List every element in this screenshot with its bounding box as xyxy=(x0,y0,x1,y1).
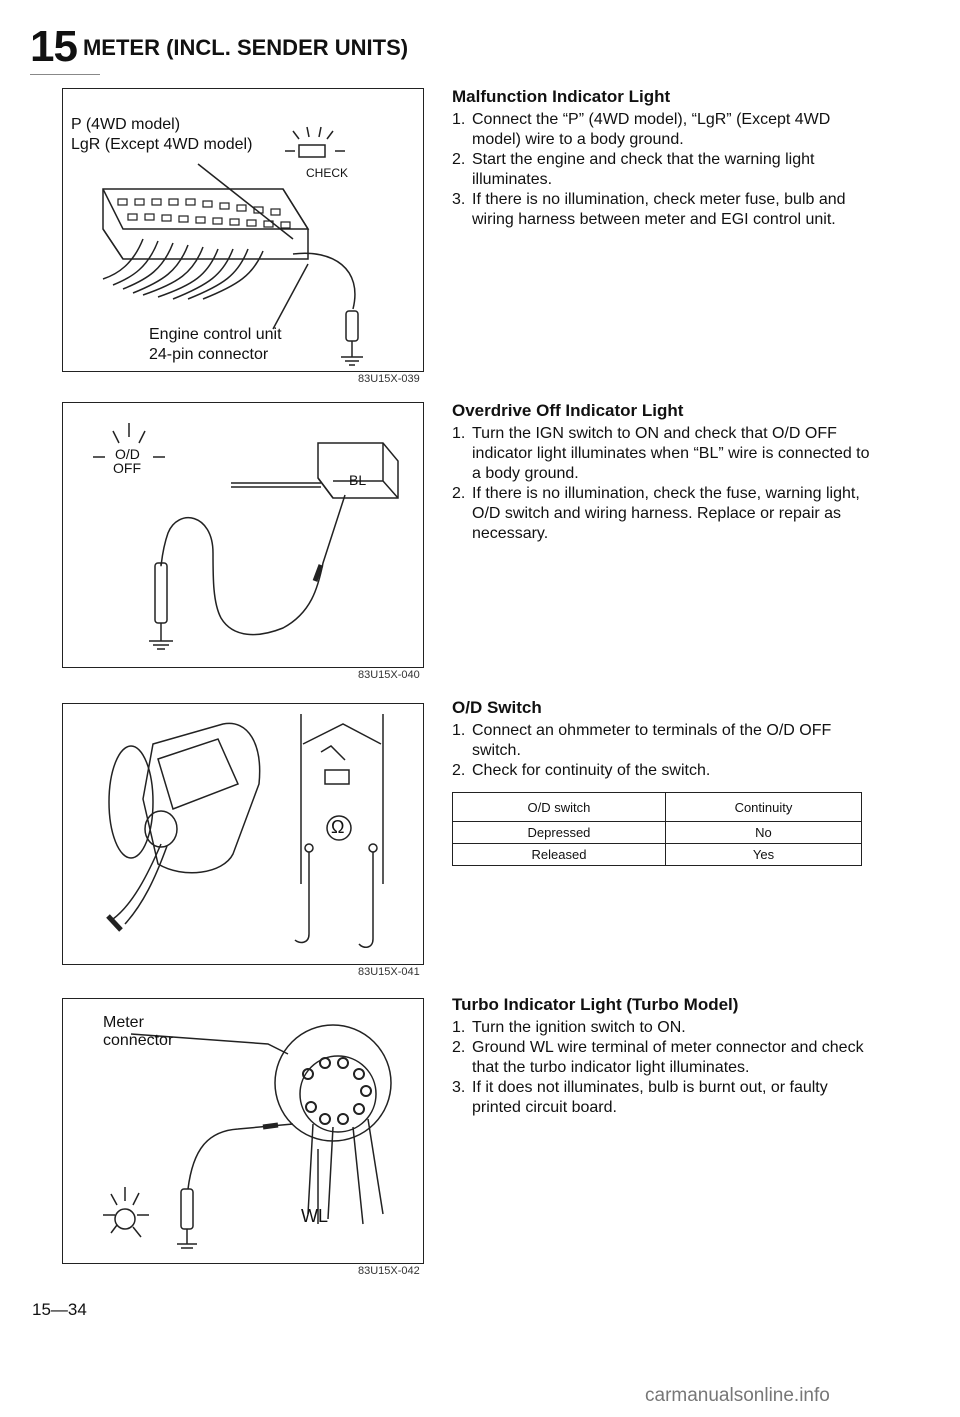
header-rule xyxy=(30,74,100,75)
continuity-table xyxy=(452,792,862,866)
section-title: Overdrive Off Indicator Light xyxy=(452,401,684,420)
figure-turbo-indicator xyxy=(62,998,424,1264)
label-od: O/D xyxy=(115,446,140,462)
figure-code: 83U15X-042 xyxy=(358,1265,420,1277)
step-item: 2. Start the engine and check that the warning light illuminates. xyxy=(452,151,815,188)
figure-od-off-indicator xyxy=(62,402,424,668)
label-lgr-except-4wd: LgR (Except 4WD model) xyxy=(71,136,253,153)
label-bl: BL xyxy=(349,472,367,488)
step-item: 3. If there is no illumination, check meter fuse, bulb and wiring harness between meter and EGI control unit. xyxy=(452,191,846,228)
table-cell: Yes xyxy=(665,844,861,866)
section-od-switch xyxy=(452,697,872,781)
step-item: 1. Turn the IGN switch to ON and check that O/D OFF indicator light illuminates when “BL” wire is connected to a body ground. xyxy=(452,425,870,482)
label-engine-control-unit: Engine control unit xyxy=(149,326,282,343)
column-header: O/D switch xyxy=(453,793,666,822)
label-meter: Meter xyxy=(103,1014,144,1031)
step-item: 1. Connect an ohmmeter to terminals of the O/D OFF switch. xyxy=(452,722,832,759)
label-wl: WL xyxy=(301,1206,328,1226)
watermark: carmanualsonline.info xyxy=(645,1385,830,1406)
label-off: OFF xyxy=(113,460,141,476)
table-row xyxy=(453,822,862,844)
section-turbo-indicator xyxy=(452,994,872,1118)
section-title: Turbo Indicator Light (Turbo Model) xyxy=(452,995,739,1014)
figure-code: 83U15X-041 xyxy=(358,966,420,978)
page-number: 15—34 xyxy=(32,1300,87,1319)
label-ohm: Ω xyxy=(331,817,345,837)
chapter-number: 15 xyxy=(30,22,77,71)
figure-od-switch xyxy=(62,703,424,965)
figure-engine-control-unit xyxy=(62,88,424,372)
section-title: Malfunction Indicator Light xyxy=(452,87,671,106)
step-item: 1. Turn the ignition switch to ON. xyxy=(452,1019,686,1036)
figure-code: 83U15X-039 xyxy=(358,373,420,385)
od-switch-ohmmeter-illustration xyxy=(63,704,423,964)
page-header xyxy=(30,22,408,72)
step-item: 2. If there is no illumination, check the fuse, warning light, O/D switch and wiring harness. Replace or repair as necessary. xyxy=(452,485,860,542)
step-item: 1. Connect the “P” (4WD model), “LgR” (Except 4WD model) wire to a body ground. xyxy=(452,111,831,148)
figure-code: 83U15X-040 xyxy=(358,669,420,681)
section-title: O/D Switch xyxy=(452,698,542,717)
od-off-illustration xyxy=(63,403,423,667)
table-cell: Released xyxy=(453,844,666,866)
column-header: Continuity xyxy=(665,793,861,822)
table-cell: No xyxy=(665,822,861,844)
label-check: CHECK xyxy=(306,166,349,180)
label-p-4wd: P (4WD model) xyxy=(71,116,181,133)
table-header-row xyxy=(453,793,862,822)
label-24-pin-connector: 24-pin connector xyxy=(149,346,269,363)
section-malfunction-indicator xyxy=(452,86,872,230)
label-connector: connector xyxy=(103,1032,174,1049)
step-item: 2. Ground WL wire terminal of meter connector and check that the turbo indicator light illuminates. xyxy=(452,1039,864,1076)
table-row xyxy=(453,844,862,866)
chapter-title: METER (INCL. SENDER UNITS) xyxy=(82,35,409,60)
section-overdrive-off xyxy=(452,400,872,544)
table-cell: Depressed xyxy=(453,822,666,844)
step-item: 3. If it does not illuminates, bulb is burnt out, or faulty printed circuit board. xyxy=(452,1079,828,1116)
step-item: 2. Check for continuity of the switch. xyxy=(452,762,711,779)
